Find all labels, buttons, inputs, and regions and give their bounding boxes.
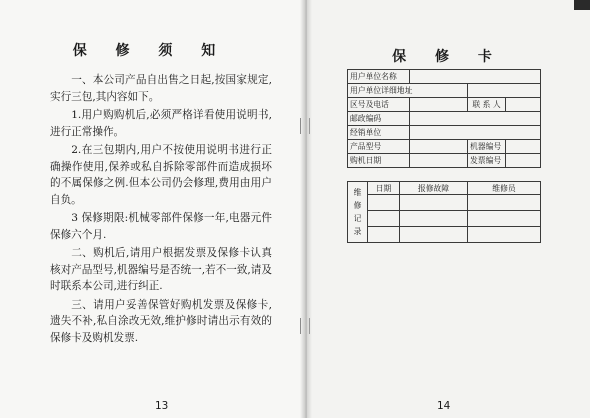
- page-number-right: 14: [437, 400, 451, 412]
- table-cell[interactable]: [468, 227, 541, 243]
- staple-mark: [300, 318, 310, 334]
- repair-record-label: [348, 182, 368, 243]
- table-row: [348, 70, 541, 84]
- table-cell[interactable]: [368, 195, 400, 211]
- field-label: 区号及电话: [348, 98, 410, 112]
- notice-paragraph: 3 保修期限:机械零部件保修一年,电器元件保修六个月.: [50, 212, 272, 241]
- right-page: [306, 0, 590, 418]
- scan-edge: [574, 0, 590, 10]
- repair-record-char: 维: [353, 188, 362, 197]
- table-row: [348, 182, 541, 195]
- field-value[interactable]: [410, 154, 468, 168]
- table-cell[interactable]: [468, 195, 541, 211]
- table-cell[interactable]: [400, 227, 468, 243]
- page-number-left: 13: [155, 400, 169, 412]
- warranty-card-title: 保 修 卡: [392, 49, 504, 65]
- notice-title: 保 修 须 知: [72, 43, 228, 59]
- repair-record-char: 记: [353, 214, 362, 223]
- table-row: [348, 154, 541, 168]
- table-cell[interactable]: [400, 211, 468, 227]
- field-label: 产品型号: [348, 140, 410, 154]
- notice-body: [50, 72, 272, 348]
- table-cell[interactable]: [368, 211, 400, 227]
- table-row: [348, 98, 541, 112]
- warranty-info-table: [347, 69, 541, 168]
- field-label: 用户单位详细地址: [348, 84, 468, 98]
- field-label: 联 系 人: [468, 98, 506, 112]
- field-label: 机器编号: [468, 140, 506, 154]
- notice-paragraph: 二、购机后,请用户根据发票及保修卡认真核对产品型号,机器编号是否统一,若不一致,请及时联系本公司,进行纠正.: [50, 247, 272, 293]
- notice-paragraph: 2.在三包期内,用户不按使用说明书进行正确操作使用,保养或私自拆除零部件而造成损坏的不属保修之例.但本公司仍会修理,费用由用户自负。: [50, 143, 272, 206]
- field-value[interactable]: [410, 98, 468, 112]
- notice-paragraph: 三、请用户妥善保管好购机发票及保修卡,遗失不补,私自涂改无效,维护修时请出示有效的保修卡及购机发票.: [50, 298, 272, 345]
- table-row: [348, 227, 541, 243]
- table-row: [348, 126, 541, 140]
- field-value[interactable]: [410, 112, 541, 126]
- repair-record-table: [347, 181, 541, 243]
- field-label: 购机日期: [348, 154, 410, 168]
- field-label: 用户单位名称: [348, 70, 410, 84]
- book-gutter: [300, 0, 312, 418]
- column-header-fault: 报修故障: [400, 182, 468, 195]
- repair-record-char: 录: [353, 227, 362, 236]
- field-label: 邮政编码: [348, 112, 410, 126]
- table-cell[interactable]: [400, 195, 468, 211]
- staple-mark: [300, 118, 310, 134]
- table-cell[interactable]: [468, 211, 541, 227]
- field-label: 经销单位: [348, 126, 410, 140]
- notice-paragraph: 1.用户购购机后,必须严格详看使用说明书,进行正常操作。: [50, 108, 272, 138]
- table-row: [348, 112, 541, 126]
- column-header-date: 日期: [368, 182, 400, 195]
- field-value[interactable]: [410, 70, 541, 84]
- repair-record-char: 修: [353, 201, 362, 210]
- table-row: [348, 211, 541, 227]
- field-label: 发票编号: [468, 154, 506, 168]
- field-value[interactable]: [410, 140, 468, 154]
- field-value[interactable]: [506, 140, 541, 154]
- column-header-technician: 维修员: [468, 182, 541, 195]
- table-row: [348, 140, 541, 154]
- table-cell[interactable]: [368, 227, 400, 243]
- field-value[interactable]: [506, 98, 541, 112]
- field-value[interactable]: [468, 84, 541, 98]
- field-value[interactable]: [410, 126, 541, 140]
- table-row: [348, 195, 541, 211]
- field-value[interactable]: [506, 154, 541, 168]
- notice-paragraph: 一、本公司产品自出售之日起,按国家规定,实行三包,其内容如下。: [50, 74, 272, 103]
- table-row: [348, 84, 541, 98]
